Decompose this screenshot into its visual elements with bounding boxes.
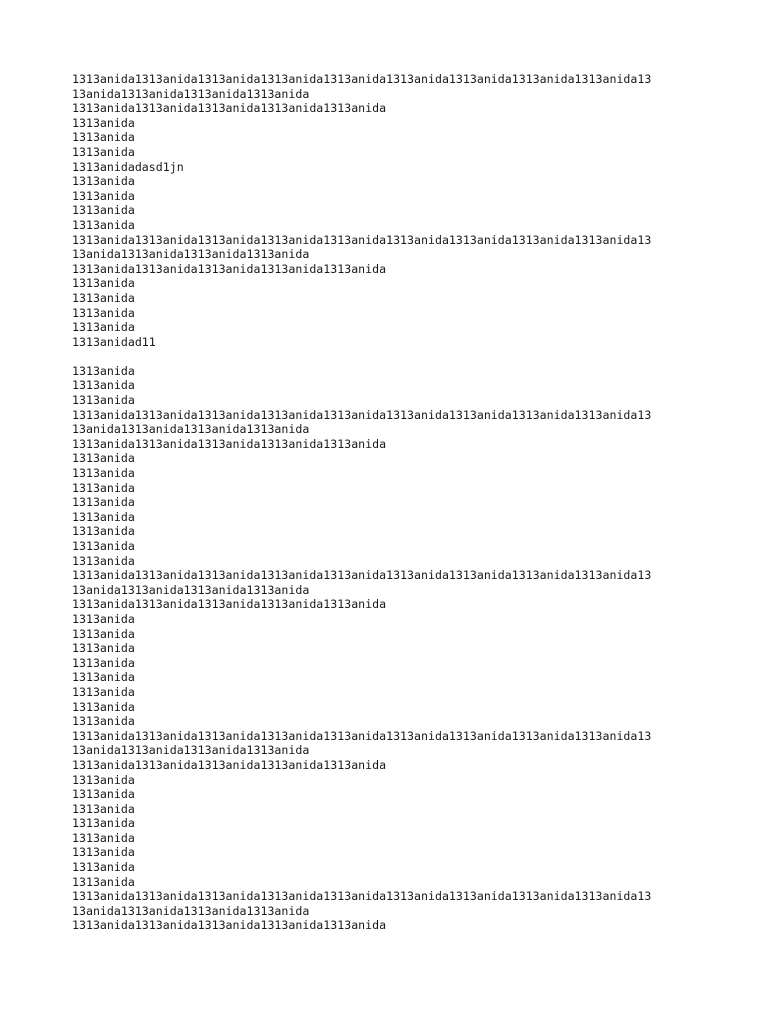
text-line: 13anida1313anida1313anida1313anida	[72, 743, 310, 758]
text-line: 13anida1313anida1313anida1313anida	[72, 86, 310, 101]
text-line: 1313anida	[72, 655, 135, 670]
text-line: 1313anida	[72, 801, 135, 816]
text-line: 1313anida1313anida1313anida1313anida1313anida1313anida1313anida1313anida1313anida13	[72, 407, 652, 422]
text-line: 1313anida	[72, 144, 135, 159]
text-line: 1313anida1313anida1313anida1313anida1313anida	[72, 757, 387, 772]
text-line: 1313anida	[72, 495, 135, 510]
text-line: 1313anida	[72, 174, 135, 189]
text-line: 1313anida	[72, 188, 135, 203]
text-line: 1313anida	[72, 816, 135, 831]
text-line: 1313anida1313anida1313anida1313anida1313anida1313anida1313anida1313anida1313anida13	[72, 728, 652, 743]
text-line: 1313anida	[72, 290, 135, 305]
text-line: 1313anida1313anida1313anida1313anida1313anida	[72, 261, 387, 276]
text-line: 1313anida	[72, 480, 135, 495]
text-line: 1313anida	[72, 393, 135, 408]
text-line: 1313anida	[72, 553, 135, 568]
text-line: 1313anida	[72, 830, 135, 845]
text-line: 1313anida	[72, 860, 135, 875]
text-line: 1313anida	[72, 611, 135, 626]
text-line: 1313anida	[72, 787, 135, 802]
text-line: 1313anida1313anida1313anida1313anida1313anida1313anida1313anida1313anida1313anida13	[72, 568, 652, 583]
text-line: 1313anida1313anida1313anida1313anida1313anida1313anida1313anida1313anida1313anida13	[72, 232, 652, 247]
text-line: 1313anida	[72, 772, 135, 787]
text-line: 1313anidadasd1jn	[72, 159, 184, 174]
text-line: 1313anida	[72, 641, 135, 656]
text-line: 1313anida1313anida1313anida1313anida1313anida	[72, 597, 387, 612]
text-line: 1313anida	[72, 714, 135, 729]
text-line: 13anida1313anida1313anida1313anida	[72, 582, 310, 597]
text-line: 1313anida	[72, 363, 135, 378]
text-line: 1313anida	[72, 378, 135, 393]
text-line: 1313anida1313anida1313anida1313anida1313anida1313anida1313anida1313anida1313anida13	[72, 72, 652, 86]
text-line: 1313anida	[72, 466, 135, 481]
text-line: 1313anida	[72, 115, 135, 130]
text-line: 1313anida	[72, 524, 135, 539]
text-line: 1313anida	[72, 203, 135, 218]
text-line: 1313anida	[72, 305, 135, 320]
text-line: 1313anida	[72, 845, 135, 860]
text-line: 1313anida	[72, 276, 135, 291]
text-line: 1313anida	[72, 626, 135, 641]
text-line: 13anida1313anida1313anida1313anida	[72, 422, 310, 437]
text-line: 1313anida1313anida1313anida1313anida1313anida	[72, 101, 387, 116]
text-line: 1313anida	[72, 217, 135, 232]
text-line: 13anida1313anida1313anida1313anida	[72, 903, 310, 918]
text-line: 1313anida	[72, 670, 135, 685]
text-line: 1313anida	[72, 320, 135, 335]
text-line: 13anida1313anida1313anida1313anida	[72, 247, 310, 262]
text-line: 1313anida	[72, 130, 135, 145]
text-line: 1313anidad11	[72, 334, 156, 349]
text-line: 1313anida	[72, 684, 135, 699]
text-line	[72, 349, 712, 364]
text-line: 1313anida	[72, 509, 135, 524]
text-line: 1313anida	[72, 874, 135, 889]
text-line: 1313anida1313anida1313anida1313anida1313anida	[72, 436, 387, 451]
text-line: 1313anida	[72, 539, 135, 553]
text-line: 1313anida	[72, 699, 135, 714]
text-line: 1313anida1313anida1313anida1313anida1313anida	[72, 918, 387, 933]
document-text	[72, 72, 712, 933]
text-line: 1313anida	[72, 451, 135, 466]
text-line: 1313anida1313anida1313anida1313anida1313anida1313anida1313anida1313anida1313anida13	[72, 889, 652, 904]
